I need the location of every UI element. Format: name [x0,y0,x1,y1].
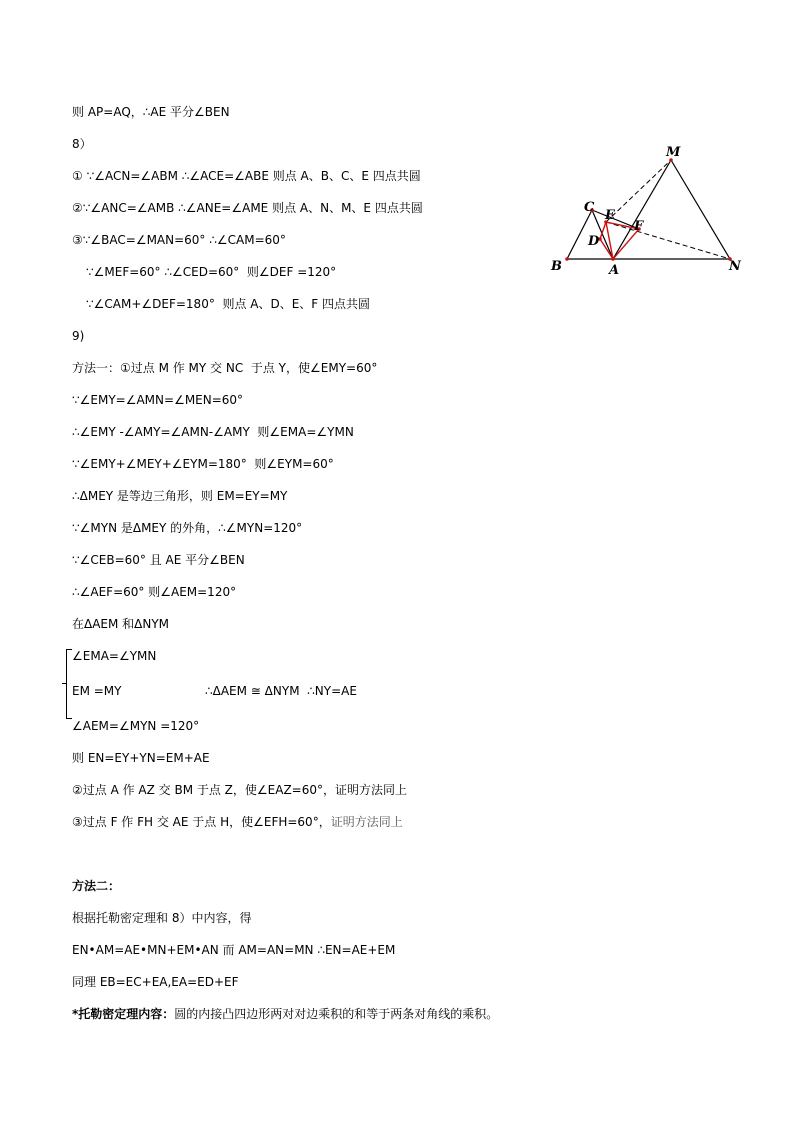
label-F: F [634,219,644,234]
text-line-3: ① ∵∠ACN=∠ABM ∴∠ACE=∠ABE 则点 A、B、C、E 四点共圆 [72,169,421,183]
text-line-7: ∵∠CAM+∠DEF=180° 则点 A、D、E、F 四点共圆 [86,297,371,311]
segment-AM [613,160,671,259]
text-line-12: ∵∠EMY+∠MEY+∠EYM=180° 则∠EYM=60° [72,457,334,471]
theorem-note [72,1006,498,1022]
geometry-figure [540,138,760,278]
figure-dashed-lines [606,160,730,259]
system-line-1: ∠EMA=∠YMN [72,649,157,663]
text-line-27: 同理 EB=EC+EA,EA=ED+EF [72,975,239,989]
text-line-4: ②∵∠ANC=∠AMB ∴∠ANE=∠AME 则点 A、N、M、E 四点共圆 [72,201,423,215]
text-line-14: ∵∠MYN 是ΔMEY 的外角，∴∠MYN=120° [72,521,303,535]
text-line-16: ∴∠AEF=60° 则∠AEM=120° [72,585,237,599]
theorem-note-label: *托勒密定理内容： [72,1007,175,1021]
system-brace-nub [62,683,66,684]
segment-MN [671,160,730,259]
text-line-10: ∵∠EMY=∠AMN=∠MEN=60° [72,393,244,407]
system-line-3: ∠AEM=∠MYN =120° [72,719,200,733]
method-one-line: 方法一：①过点 M 作 MY 交 NC 于点 Y，使∠EMY=60° [72,361,378,375]
label-N: N [729,259,741,274]
theorem-note-body: 圆的内接凸四边形两对对边乘积的和等于两条对角线的乘积。 [174,1007,499,1021]
point-A [611,257,615,261]
text-line-26: EN•AM=AE•MN+EM•AN 而 AM=AN=MN ∴EN=AE+EM [72,943,396,957]
system-line-2: EM =MY [72,684,122,698]
text-line-22: ②过点 A 作 AZ 交 BM 于点 Z，使∠EAZ=60°，证明方法同上 [72,783,407,797]
label-C: C [584,200,595,215]
text-line-21: 则 EN=EY+YN=EM+AE [72,751,210,765]
text-line-23 [72,814,403,830]
point-B [565,257,569,261]
label-M: M [666,145,681,160]
text-line-25: 根据托勒密定理和 8）中内容，得 [72,911,252,925]
text-line-23-main: ③过点 F 作 FH 交 AE 于点 H，使∠EFH=60°， [72,815,331,829]
method-two-heading: 方法二： [72,879,121,893]
text-line-13: ∴ΔMEY 是等边三角形，则 EM=EY=MY [72,489,288,503]
text-line-1: 则 AP=AQ，∴AE 平分∠BEN [72,105,230,119]
label-A: A [609,263,620,278]
text-line-6: ∵∠MEF=60° ∴∠CED=60° 则∠DEF =120° [86,265,337,279]
text-line-17: 在ΔAEM 和ΔNYM [72,617,170,631]
segment-EM-dashed [606,160,671,222]
text-line-5: ③∵∠BAC=∠MAN=60° ∴∠CAM=60° [72,233,286,247]
section-9-heading: 9) [72,329,85,343]
label-E: E [605,208,615,223]
congruence-conclusion: ∴ΔAEM ≅ ΔNYM ∴NY=AE [205,684,357,698]
text-line-15: ∵∠CEB=60° 且 AE 平分∠BEN [72,553,245,567]
text-line-11: ∴∠EMY -∠AMY=∠AMN-∠AMY 则∠EMA=∠YMN [72,425,354,439]
label-D: D [588,234,600,249]
section-8-heading: 8） [72,137,92,151]
text-line-23-tail: 证明方法同上 [330,815,403,829]
label-B: B [551,259,562,274]
